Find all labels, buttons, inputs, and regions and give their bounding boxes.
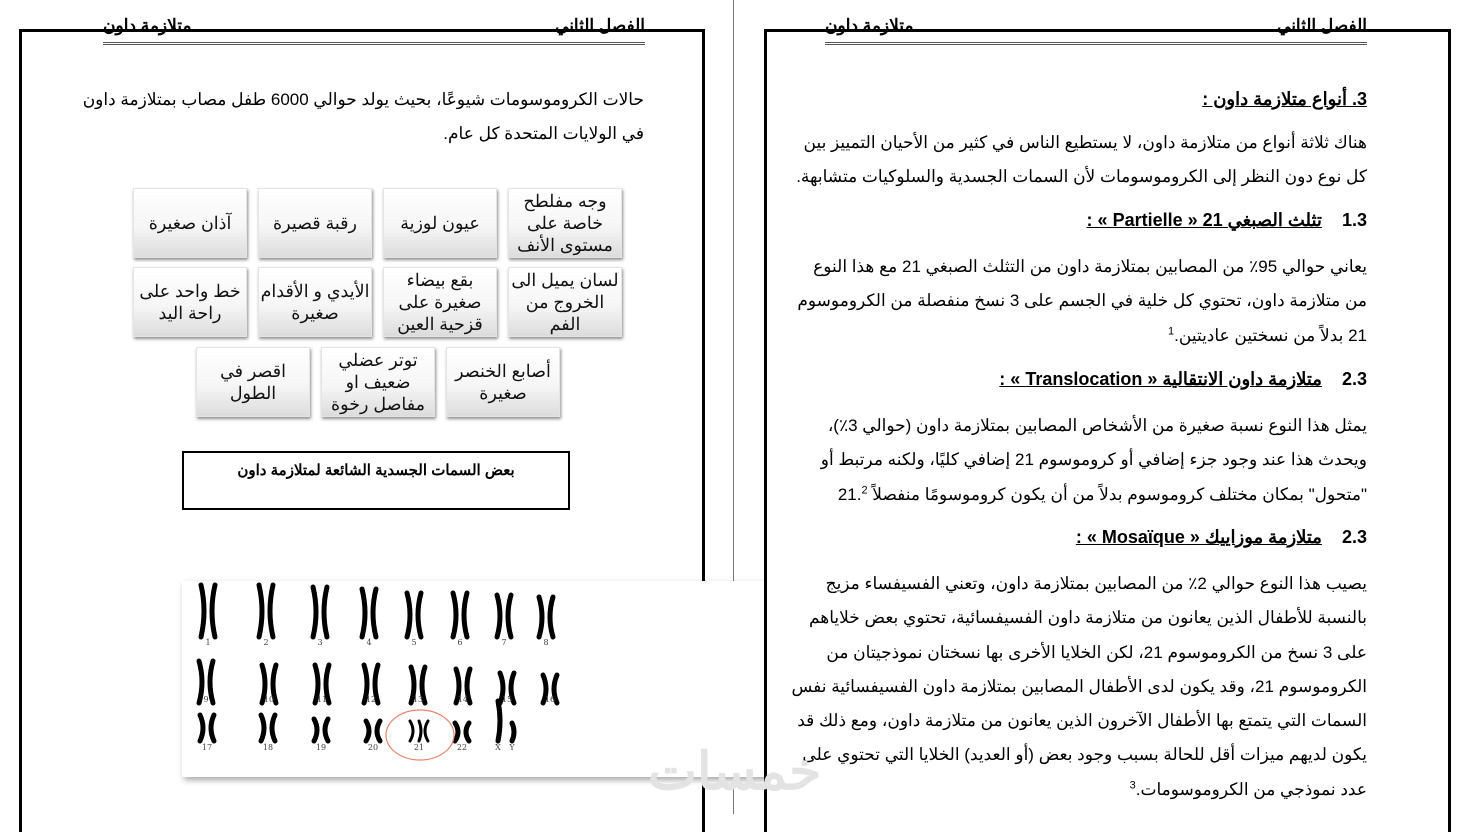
chapter-label: الفصل الثاني (1277, 16, 1367, 35)
chromosome-label: 9 (203, 695, 209, 704)
chromosome-22 (455, 723, 469, 741)
feature-box: الأيدي و الأقدام صغيرة (258, 267, 372, 337)
chromosome-8 (539, 597, 553, 637)
chromosome-6 (453, 593, 467, 637)
subsection-number: 1.3 (1341, 210, 1367, 230)
feature-box: رقبة قصيرة (258, 188, 372, 258)
chromatid (539, 597, 542, 637)
chromosome-label: 2 (263, 638, 269, 647)
feature-box: لسان يميل الى الخروج من الفم (508, 267, 622, 337)
text-line-content: السمات التي يتمتع بها الأطفال الآخرون الذين يعانون من متلازمة داون، ومع ذلك قد (797, 711, 1367, 731)
figure-caption: بعض السمات الجسدية الشائعة لمتلازمة داون (182, 451, 570, 510)
feature-box: اقصر في الطول (196, 347, 310, 417)
footnote-marker: 2 (861, 483, 868, 496)
intro-paragraph-right (796, 126, 1367, 195)
subsection-heading (1076, 527, 1367, 548)
chromatid (419, 721, 421, 741)
header-title: متلازمة داون (103, 16, 192, 35)
chromatid (212, 585, 215, 637)
chromatid (373, 589, 376, 637)
chromosome-Y (512, 723, 514, 741)
chromatid (464, 593, 467, 637)
chromosome-2 (259, 585, 273, 637)
text-line (827, 409, 1367, 443)
chromatid (270, 585, 273, 637)
intro-paragraph-left (82, 83, 644, 152)
chromatid (313, 587, 316, 637)
text-line-content: الكروموسوم 21، وقد يكون لدى الأطفال المصابين بمتلازمة داون الفسيفسائية نفس (791, 676, 1367, 696)
chromosome-label: 5 (411, 638, 417, 647)
text-line (830, 478, 1367, 512)
feature-box: آذان صغيرة (133, 188, 247, 258)
text-line-content: يصيب هذا النوع حوالي 2٪ من المصابين بمتلازمة داون، وتعني الفسيفساء مزيج (825, 574, 1367, 593)
feature-box: بقع بيضاء صغيرة على قزحية العين (383, 267, 497, 337)
page-header-left (103, 14, 645, 45)
chromosome-label: 6 (457, 638, 463, 647)
chromosome-19 (314, 719, 328, 741)
chapter-label: الفصل الثاني (555, 16, 645, 35)
chromosome-7 (497, 595, 511, 637)
chromatid (508, 595, 511, 637)
text-line (796, 160, 1367, 194)
subsection-title: متلازمة موزاييك « Mosaïque » : (1075, 527, 1322, 547)
chromosome-label: 15 (501, 695, 513, 704)
footnote-marker: 1 (1168, 324, 1175, 337)
chromatid (362, 589, 365, 637)
text-line-content: من متلازمة داون، تحتوي كل خلية في الجسم على 3 نسخ منفصلة من الكروموسوم (797, 291, 1367, 311)
subsection-number: 2.3 (1341, 369, 1367, 389)
chromosome-label: 7 (501, 638, 507, 647)
subsection-paragraph (797, 250, 1367, 353)
chromosome-label: X (495, 743, 501, 752)
chromatid (455, 723, 458, 741)
chromosome-1 (201, 585, 215, 637)
text-line (830, 319, 1367, 353)
chromosome-label: 19 (315, 743, 327, 752)
chromosome-label: 12 (365, 695, 377, 704)
text-line-content: يمثل هذا النوع نسبة صغيرة من الأشخاص المصابين بمتلازمة داون (حوالي 3٪)، (827, 416, 1367, 435)
text-line (82, 83, 644, 117)
feature-box: توتر عضلي ضعيف او مفاصل رخوة (321, 347, 435, 417)
chromosome-label: 20 (367, 743, 379, 752)
chromosome-label: 21 (413, 743, 425, 752)
subsection-paragraph (820, 409, 1367, 512)
chromatid (325, 719, 328, 741)
text-line-content: هناك ثلاثة أنواع من متلازمة داون، لا يستطيع الناس في كثير من الأحيان التمييز بين (803, 133, 1367, 152)
text-line (830, 773, 1367, 807)
subsection-title: متلازمة داون الانتقالية « Translocation » : (999, 369, 1322, 389)
text-line-content: في الولايات المتحدة كل عام. (443, 124, 644, 144)
chromatid (261, 715, 264, 741)
chromatid (498, 701, 500, 741)
text-line-content: بالنسبة للأطفال الذين يعانون من متلازمة داون الفسيفسائية، تحتوي بعض خلاياهم (808, 608, 1367, 628)
subsection-paragraph (791, 567, 1367, 807)
chromosome-label: Y (509, 743, 515, 752)
text-line (820, 443, 1367, 477)
chromatid (211, 715, 214, 741)
chromatid (497, 595, 500, 637)
text-line (808, 601, 1367, 635)
text-line (813, 250, 1367, 284)
feature-box: وجه مفلطح خاصة على مستوى الأنف (508, 188, 622, 258)
text-line-content: كل نوع دون النظر إلى الكروموسومات لأن السمات الجسدية والسلوكيات متشابهة. (796, 167, 1367, 187)
subsection-number: 2.3 (1341, 527, 1367, 547)
chromosome-3 (313, 587, 327, 637)
watermark-logo: خمسات (648, 743, 822, 801)
chromatid (272, 715, 275, 741)
chromatid (418, 593, 421, 637)
chromatid (324, 587, 327, 637)
text-line-content: حالات الكروموسومات شيوعًا، بحيث يولد حوالي 6000 طفل مصاب بمتلازمة داون (82, 90, 644, 109)
chromosome-label: 14 (457, 695, 469, 704)
chromosome-label: 22 (456, 743, 468, 752)
chromosome-21 (410, 721, 428, 741)
chromatid (407, 593, 410, 637)
chromatid (199, 661, 202, 703)
text-line-content: يكون لديهم ميزات أقل للحالة بسبب وجود بعض (أو العديد) الخلايا التي تحتوي على (802, 745, 1367, 765)
text-line (797, 284, 1367, 318)
chromosome-label: 13 (412, 695, 424, 704)
text-line (803, 126, 1367, 160)
chromosome-20 (366, 721, 380, 741)
chromosome-18 (261, 715, 275, 741)
chromatid (210, 661, 213, 703)
chromatid (550, 597, 553, 637)
chromatid (314, 719, 317, 741)
chromosome-label: 8 (543, 638, 549, 647)
chromatid (512, 723, 514, 741)
section-title: 3. أنواع متلازمة داون : (1202, 89, 1367, 109)
chromosome-label: 10 (263, 695, 275, 704)
text-line (797, 704, 1367, 738)
chromosome-17 (200, 715, 214, 741)
text-line (802, 738, 1367, 772)
chromosome-label: 17 (201, 743, 213, 752)
chromosome-4 (362, 589, 376, 637)
chromatid (425, 721, 428, 741)
text-line (825, 567, 1367, 601)
text-line-content: ويحدث هذا عند وجود جزء إضافي أو كروموسوم 21 إضافي كليًا، ولكنه مرتبط أو (820, 450, 1367, 470)
chromatid (410, 721, 413, 741)
chromosome-label: 16 (544, 695, 556, 704)
feature-box: أصابع الخنصر صغيرة (446, 347, 560, 417)
subsection-title: تثلث الصبغي 21 « Partielle » : (1086, 210, 1322, 230)
chromosome-5 (407, 593, 421, 637)
text-line (791, 670, 1367, 704)
text-line-content: يعاني حوالي 95٪ من المصابين بمتلازمة داون من التثلث الصبغي 21 مع هذا النوع (813, 257, 1367, 276)
chromosome-label: 18 (262, 743, 274, 752)
text-line-content: "متحول" بمكان مختلف كروموسوم بدلاً من أن يكون كروموسومًا منفصلاً 21. (837, 484, 1367, 504)
chromosome-label: 4 (366, 638, 372, 647)
chromosome-label: 1 (205, 638, 211, 647)
chromatid (366, 721, 369, 741)
text-line (106, 117, 644, 151)
feature-box: خط واحد على راحة اليد (133, 267, 247, 337)
text-line-content: عدد نموذجي من الكروموسومات. (1135, 779, 1367, 799)
chromatid (453, 593, 456, 637)
text-line-content: على 3 نسخ من الكروموسوم 21، لكن الخلايا الأخرى بها نسختان نموذجيتان من (826, 642, 1367, 662)
chromatid (377, 721, 380, 741)
chromosome-label: 11 (316, 695, 328, 704)
text-line-content: 21 بدلاً من نسختين عاديتين. (1174, 325, 1367, 345)
chromosome-label: 3 (317, 638, 323, 647)
text-line (826, 636, 1367, 670)
chromatid (466, 723, 469, 741)
chromosome-X (498, 701, 500, 741)
page-header-right (825, 14, 1367, 45)
footnote-marker: 3 (1129, 779, 1136, 792)
subsection-heading (1087, 210, 1367, 231)
feature-box: عيون لوزية (383, 188, 497, 258)
subsection-heading (999, 369, 1367, 390)
chromatid (201, 585, 204, 637)
chromatid (259, 585, 262, 637)
chromatid (200, 715, 203, 741)
header-title: متلازمة داون (825, 16, 914, 35)
